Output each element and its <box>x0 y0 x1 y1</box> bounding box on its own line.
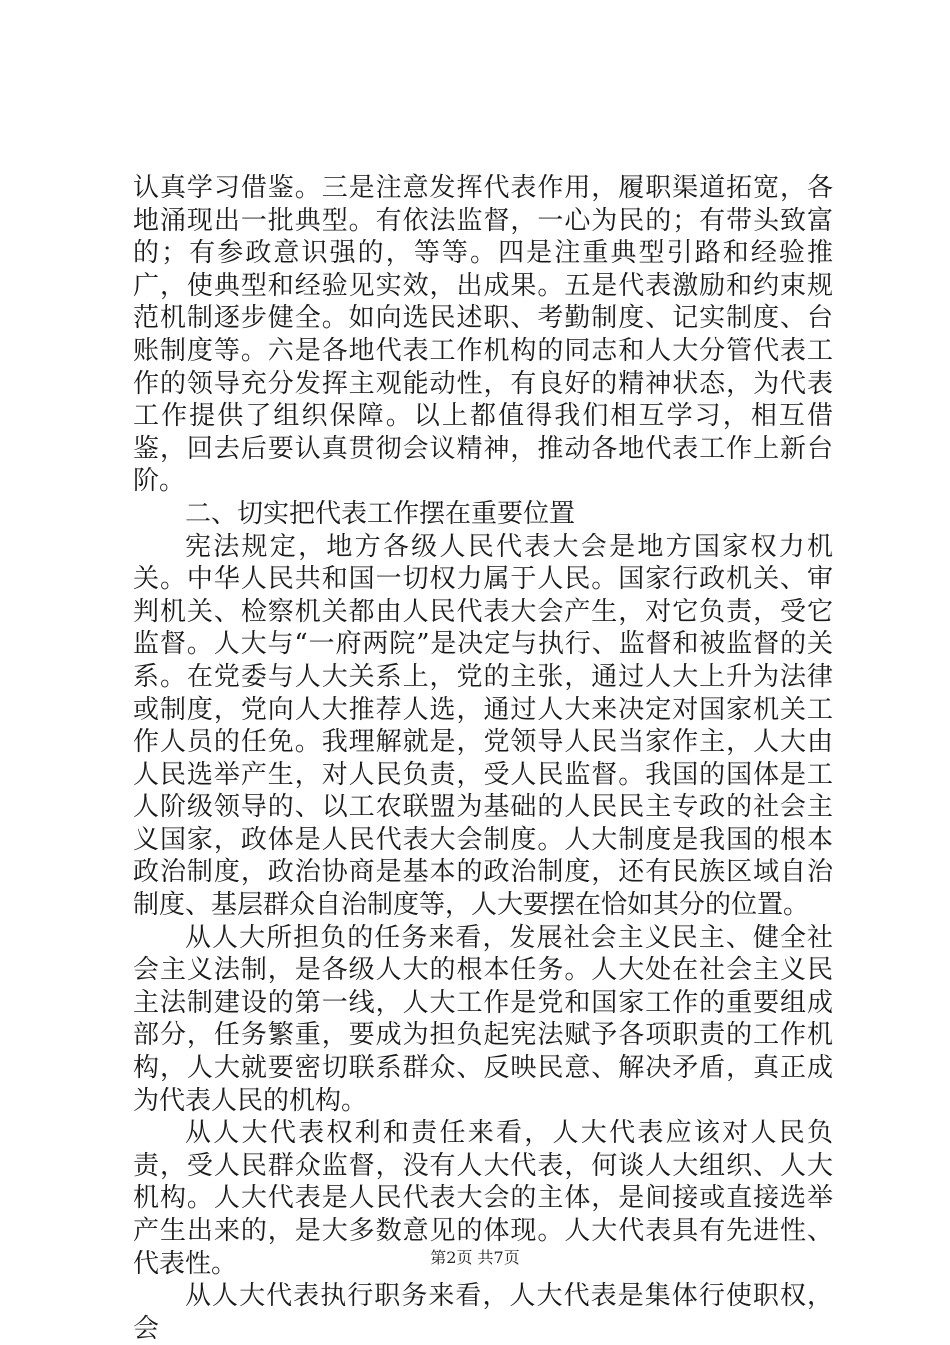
paragraph: 从人大代表权利和责任来看，人大代表应该对人民负责，受人民群众监督，没有人大代表，何谈人大组织、人大机构。人大代表是人民代表大会的主体，是间接或直接选举产生出来的，是大多数意见的体现。人大代表具有先进性、代表性。 <box>133 1118 833 1279</box>
paragraph-continued: 认真学习借鉴。三是注意发挥代表作用，履职渠道拓宽，各地涌现出一批典型。有依法监督，一心为民的；有带头致富的；有参政意识强的，等等。四是注重典型引路和经验推广，使典型和经验见实效，出成果。五是代表激励和约束规范机制逐步健全。如向选民述职、考勤制度、记实制度、台账制度等。六是各地代表工作机构的同志和人大分管代表工作的领导充分发挥主观能动性，有良好的精神状态，为代表工作提供了组织保障。以上都值得我们相互学习，相互借鉴，回去后要认真贯彻会议精神，推动各地代表工作上新台阶。 <box>133 173 833 497</box>
paragraph: 从人大所担负的任务来看，发展社会主义民主、健全社会主义法制，是各级人大的根本任务。人大处在社会主义民主法制建设的第一线，人大工作是党和国家工作的重要组成部分，任务繁重，要成为担负起宪法赋予各项职责的工作机构，人大就要密切联系群众、反映民意、解决矛盾，真正成为代表人民的机构。 <box>133 922 833 1116</box>
paragraph: 从人大代表执行职务来看，人大代表是集体行使职权，会 <box>133 1281 833 1344</box>
paragraph: 宪法规定，地方各级人民代表大会是地方国家权力机关。中华人民共和国一切权力属于人民。国家行政机关、审判机关、检察机关都由人民代表大会产生，对它负责，受它监督。人大与“一府两院”是决定与执行、监督和被监督的关系。在党委与人大关系上，党的主张，通过人大上升为法律或制度，党向人大推荐人选，通过人大来决定对国家机关工作人员的任免。我理解就是，党领导人民当家作主，人大由人民选举产生，对人民负责，受人民监督。我国的国体是工人阶级领导的、以工农联盟为基础的人民民主专政的社会主义国家，政体是人民代表大会制度。人大制度是我国的根本政治制度，政治协商是基本的政治制度，还有民族区域自治制度、基层群众自治制度等，人大要摆在恰如其分的位置。 <box>133 531 833 921</box>
body-text <box>133 172 833 1345</box>
page-number-footer: 第2页 共7页 <box>430 1248 520 1267</box>
section-heading: 二、切实把代表工作摆在重要位置 <box>185 498 576 529</box>
